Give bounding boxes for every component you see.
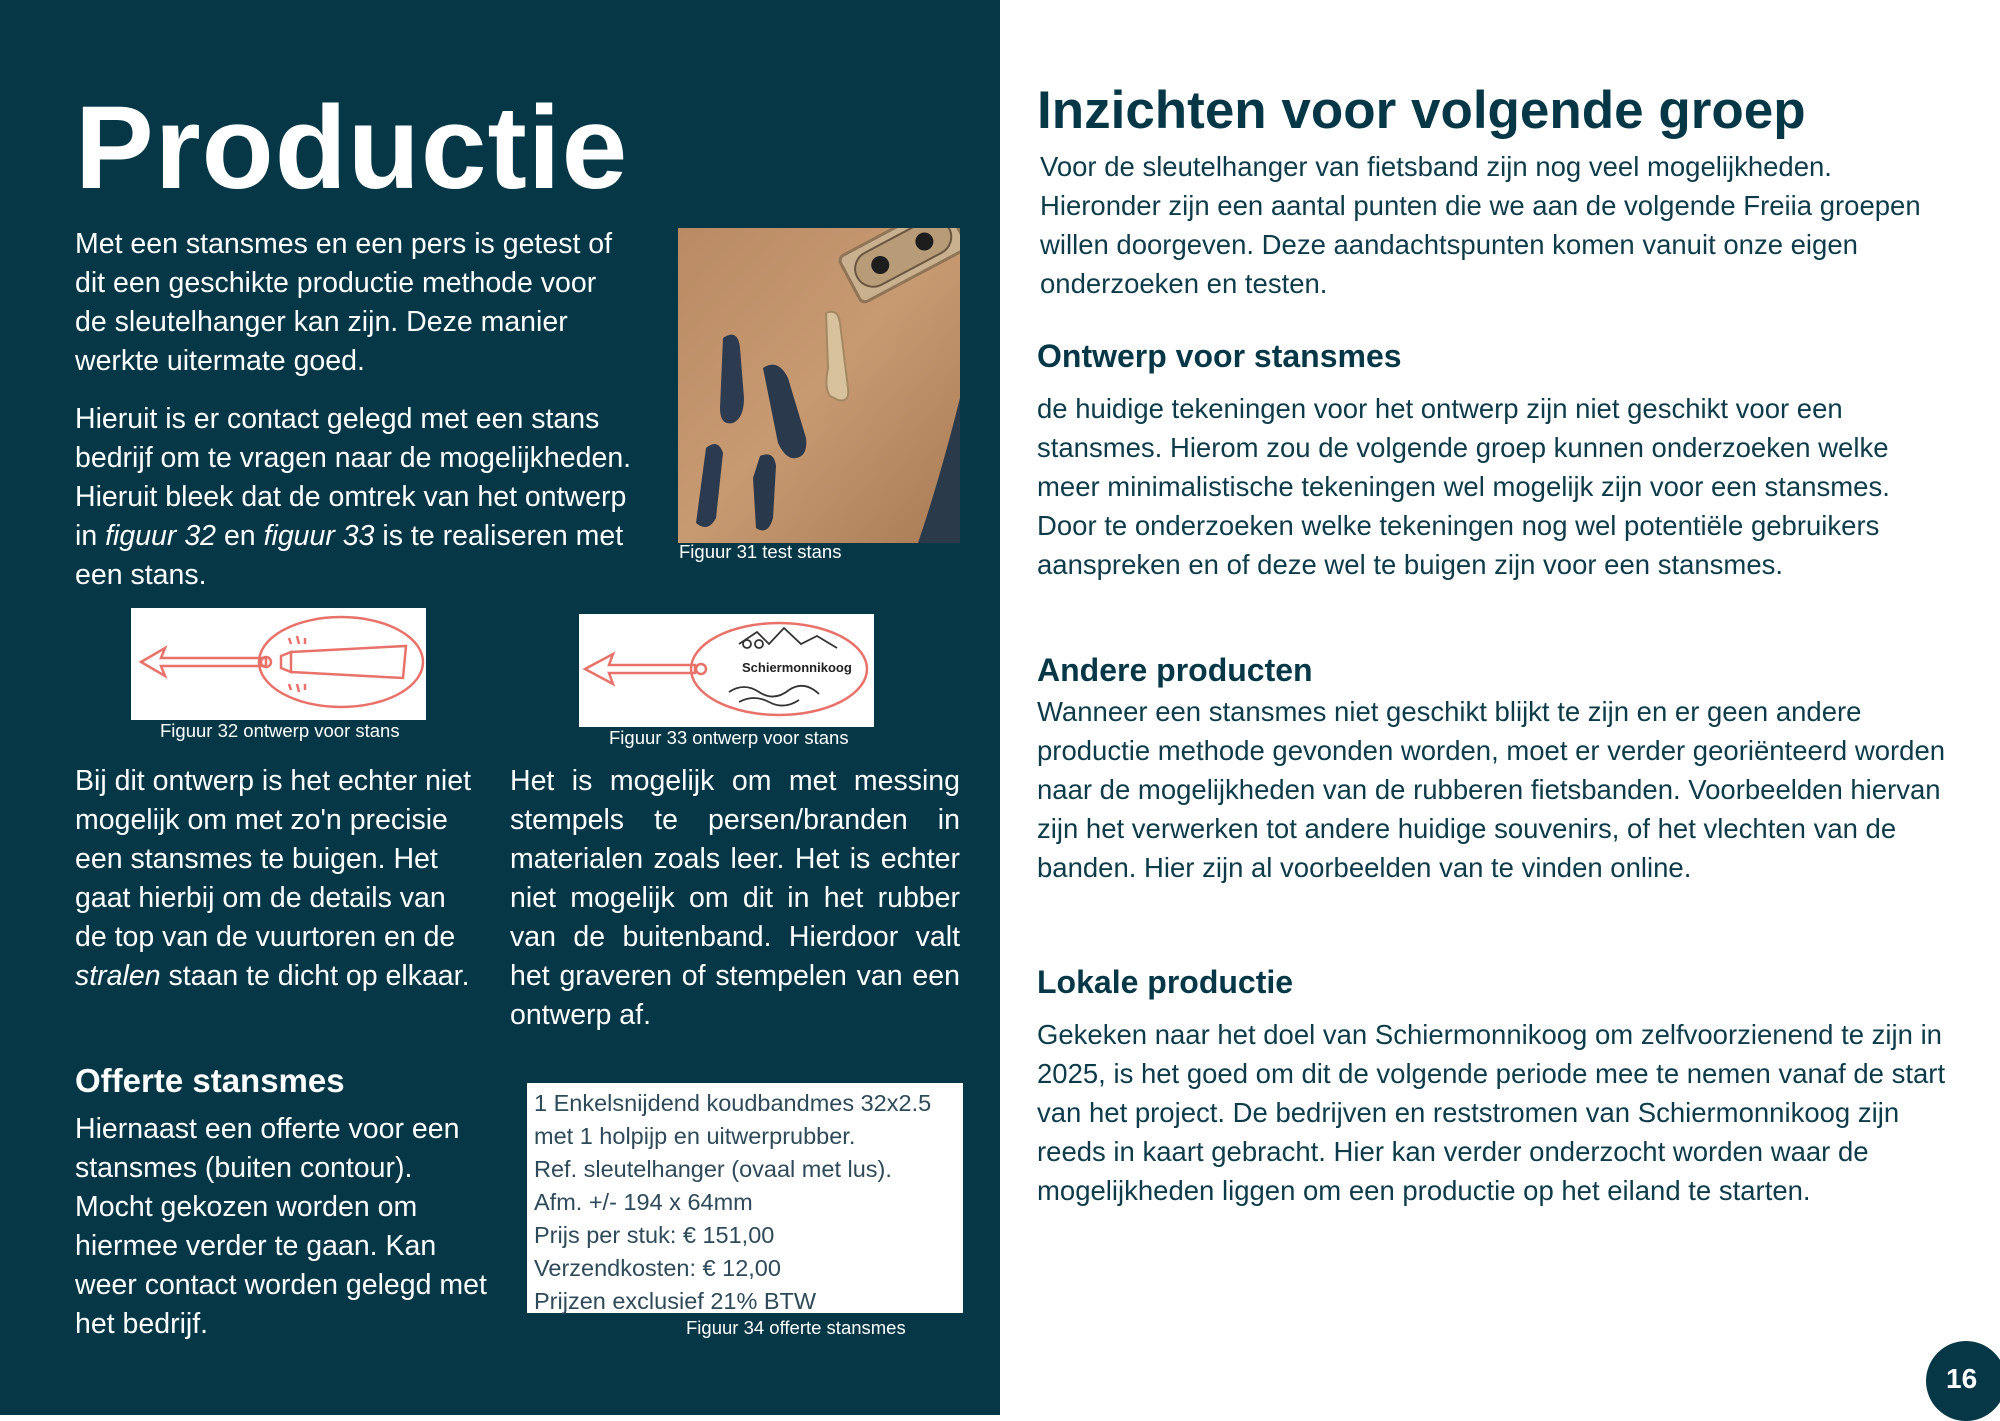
column-1-paragraph [75, 762, 475, 996]
column-2-paragraph: Het is mogelijk om met messing stempels te persen/branden in materialen zoals leer. Het is echter niet mogelijk om dit in het rubber van de buitenband. Hierdoor valt het graveren of stempelen van een ontwerp af. [510, 765, 960, 1031]
right-intro: Voor de sleutelhanger van fietsband zijn nog veel mogelijkheden. Hieronder zijn een aantal punten die we aan de volgende Freiia groepen willen doorgeven. Deze aandachtspunten komen vanuit onze eigen onderzoeken en testen. [1040, 151, 1921, 299]
section-text-stansmes: de huidige tekeningen voor het ontwerp zijn niet geschikt voor een stansmes. Hierom zou de volgende groep kunnen onderzoeken welke meer minimalistische tekeningen wel mogelijk zijn voor een stansmes. Door te onderzoeken welke tekeningen nog wel potentiële gebruikers aanspreken en of deze wel te buigen zijn voor een stansmes. [1037, 393, 1890, 580]
test-stans-photo [678, 228, 960, 543]
fig33-caption: Figuur 33 ontwerp voor stans [609, 727, 849, 748]
section-heading-stansmes: Ontwerp voor stansmes [1037, 338, 1402, 374]
intro-p2-ref-fig33: figuur 33 [263, 520, 375, 552]
quote-line: Prijzen exclusief 21% BTW [534, 1288, 817, 1314]
page-title: Productie [75, 82, 629, 214]
section-text-lokale-productie: Gekeken naar het doel van Schiermonnikoog om zelfvoorzienend te zijn in 2025, is het goed om dit de volgende periode mee te nemen vanaf de start van het project. De bedrijven en reststromen van Schiermonnikoog zijn reeds in kaart gebracht. Hier kan verder onderzocht worden waar de mogelijkheden liggen om een productie op het eiland te starten. [1037, 1019, 1946, 1206]
intro-paragraph-2 [75, 400, 645, 595]
right-title: Inzichten voor volgende groep [1037, 81, 1806, 140]
fig32-sketch [131, 608, 426, 720]
offerte-quote-box [527, 1083, 963, 1313]
offerte-paragraph: Hiernaast een offerte voor een stansmes (buiten contour). Mocht gekozen worden om hiermee verder te gaan. Kan weer contact worden gelegd met het bedrijf. [75, 1113, 487, 1340]
col1-emphasis: stralen [75, 960, 161, 992]
quote-line: 1 Enkelsnijdend koudbandmes 32x2.5 [534, 1090, 932, 1116]
intro-p2-text-b: en [216, 520, 264, 552]
left-panel [0, 0, 1000, 1415]
fig33-sketch [579, 614, 874, 727]
section-heading-andere-producten: Andere producten [1037, 652, 1313, 688]
fig31-caption: Figuur 31 test stans [679, 541, 842, 562]
intro-paragraph-1: Met een stansmes en een pers is getest of dit een geschikte productie methode voor de sleutelhanger kan zijn. Deze manier werkte uitermate goed. [75, 228, 613, 377]
fig34-caption: Figuur 34 offerte stansmes [686, 1317, 906, 1338]
col1-text-b: staan te dicht op elkaar. [160, 960, 470, 992]
quote-line: Verzendkosten: € 12,00 [534, 1255, 781, 1281]
intro-p2-text-a: Hieruit is er contact gelegd met een stans bedrijf om te vragen naar de mogelijkheden. Hieruit bleek dat de omtrek van het ontwerp in [75, 403, 632, 552]
fig32-caption: Figuur 32 ontwerp voor stans [160, 720, 400, 741]
section-text-andere-producten: Wanneer een stansmes niet geschikt blijkt te zijn en er geen andere productie methode gevonden worden, moet er verder georiënteerd worden naar de mogelijkheden van de rubberen fietsbanden. Voorbeelden hiervan zijn het verwerken tot andere huidige souvenirs, of het vlechten van de banden. Hier zijn al voorbeelden van te vinden online. [1037, 696, 1946, 883]
quote-line: Prijs per stuk: € 151,00 [534, 1222, 775, 1248]
quote-line: met 1 holpijp en uitwerprubber. [534, 1123, 856, 1149]
intro-p2-ref-fig32: figuur 32 [105, 520, 217, 552]
fig33-schiermonnikoog-label: Schiermonnikoog [742, 660, 852, 675]
quote-line: Afm. +/- 194 x 64mm [534, 1189, 753, 1215]
page-number-badge: 16 [1926, 1341, 2000, 1421]
section-heading-lokale-productie: Lokale productie [1037, 964, 1294, 1000]
offerte-heading: Offerte stansmes [75, 1062, 345, 1099]
intro-p2-text-c: is te realiseren met een stans. [75, 520, 624, 591]
col1-text-a: Bij dit ontwerp is het echter niet mogelijk om met zo'n precisie een stansmes te buigen. Het gaat hierbij om de details van de top van de vuurtoren en de [75, 765, 472, 953]
quote-line: Ref. sleutelhanger (ovaal met lus). [534, 1156, 892, 1182]
